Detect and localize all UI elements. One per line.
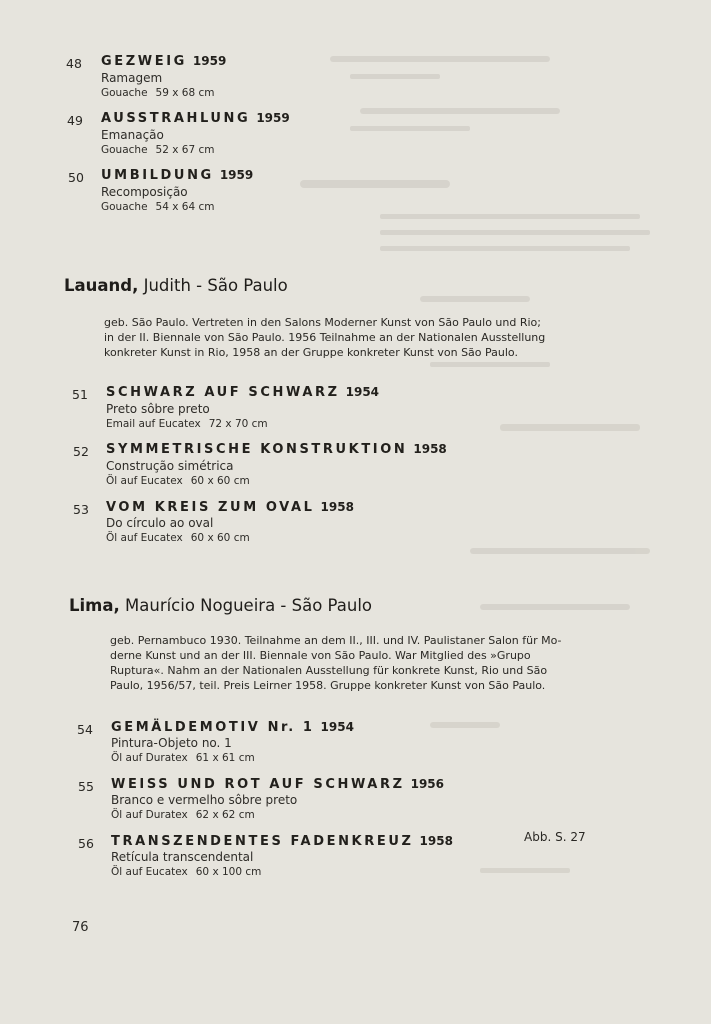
artist-name-location: Judith - São Paulo <box>138 276 288 295</box>
entry-medium <box>101 144 215 156</box>
entry-title <box>101 168 253 183</box>
entry-medium-text: Öl auf Duratex <box>111 809 188 821</box>
entry-year: 1958 <box>419 834 453 848</box>
entry-subtitle: Retícula transcendental <box>111 850 254 864</box>
artist-surname: Lima, <box>69 596 120 615</box>
artist-surname: Lauand, <box>64 276 139 295</box>
entry-title <box>106 500 354 515</box>
entry-number: 48 <box>66 56 82 71</box>
entry-dimensions: 62 x 62 cm <box>195 809 255 821</box>
entry-subtitle: Recomposição <box>101 185 188 199</box>
entry-title <box>101 111 290 126</box>
illustration-reference: Abb. S. 27 <box>524 830 586 844</box>
entry-number: 53 <box>73 502 89 517</box>
entry-title <box>111 720 354 735</box>
entry-medium <box>111 809 255 821</box>
entry-medium <box>111 866 261 878</box>
entry-title-text: AUSSTRAHLUNG <box>101 111 251 126</box>
artist-heading <box>69 596 372 615</box>
entry-year: 1954 <box>345 385 380 399</box>
entry-title-text: WEISS UND ROT AUF SCHWARZ <box>111 777 405 792</box>
artist-biography <box>104 315 584 360</box>
entry-medium-text: Email auf Eucatex <box>106 418 201 430</box>
entry-subtitle: Emanação <box>101 128 164 142</box>
bio-line: konkreter Kunst in Rio, 1958 an der Gruppe konkreter Kunst von São Paulo. <box>104 346 518 359</box>
entry-dimensions: 60 x 100 cm <box>195 866 262 878</box>
entry-medium-text: Öl auf Eucatex <box>106 532 183 544</box>
entry-title <box>101 54 226 69</box>
entry-dimensions: 59 x 68 cm <box>155 87 215 99</box>
bio-line: geb. Pernambuco 1930. Teilnahme an dem II., III. und IV. Paulistaner Salon für Mo- <box>110 634 562 647</box>
entry-number: 50 <box>68 170 84 185</box>
entry-medium-text: Gouache <box>101 87 148 99</box>
entry-medium-text: Gouache <box>101 144 148 156</box>
entry-dimensions: 60 x 60 cm <box>190 532 250 544</box>
entry-year: 1956 <box>410 777 444 791</box>
entry-title-text: SCHWARZ AUF SCHWARZ <box>106 385 340 400</box>
bio-line: in der II. Biennale von São Paulo. 1956 Teilnahme an der Nationalen Ausstellung <box>104 331 546 344</box>
entry-title-text: GEZWEIG <box>101 54 187 69</box>
entry-title <box>106 442 447 457</box>
bio-line: Paulo, 1956/57, teil. Preis Leirner 1958. Gruppe konkreter Kunst von São Paulo. <box>110 679 546 692</box>
entry-medium <box>106 532 250 544</box>
entry-title <box>111 834 453 849</box>
entry-medium <box>106 475 250 487</box>
entry-dimensions: 54 x 64 cm <box>155 201 215 213</box>
entry-dimensions: 61 x 61 cm <box>195 752 255 764</box>
entry-medium <box>101 201 215 213</box>
entry-number: 52 <box>73 444 89 459</box>
entry-medium <box>101 87 215 99</box>
entry-medium <box>111 752 255 764</box>
entry-year: 1959 <box>192 54 227 68</box>
page-number: 76 <box>72 920 89 935</box>
entry-title <box>106 385 379 400</box>
entry-dimensions: 72 x 70 cm <box>208 418 268 430</box>
entry-dimensions: 52 x 67 cm <box>155 144 215 156</box>
entry-subtitle: Construção simétrica <box>106 459 234 473</box>
entry-title-text: GEMÄLDEMOTIV Nr. 1 <box>111 720 315 735</box>
entry-year: 1958 <box>413 442 447 456</box>
entry-medium-text: Öl auf Eucatex <box>111 866 188 878</box>
entry-number: 55 <box>78 779 94 794</box>
artist-biography <box>110 633 590 693</box>
entry-medium-text: Öl auf Duratex <box>111 752 188 764</box>
entry-title-text: UMBILDUNG <box>101 168 214 183</box>
bio-line: geb. São Paulo. Vertreten in den Salons Moderner Kunst von São Paulo und Rio; <box>104 316 541 329</box>
entry-number: 49 <box>67 113 83 128</box>
entry-title <box>111 777 444 792</box>
entry-title-text: SYMMETRISCHE KONSTRUKTION <box>106 442 408 457</box>
entry-year: 1954 <box>320 720 354 734</box>
entry-medium-text: Öl auf Eucatex <box>106 475 183 487</box>
entry-subtitle: Preto sôbre preto <box>106 402 210 416</box>
entry-medium <box>106 418 268 430</box>
entry-year: 1959 <box>256 111 290 125</box>
entry-dimensions: 60 x 60 cm <box>190 475 250 487</box>
entry-year: 1959 <box>219 168 254 182</box>
bio-line: derne Kunst und an der III. Biennale von São Paulo. War Mitglied des »Grupo <box>110 649 531 662</box>
artist-name-location: Maurício Nogueira - São Paulo <box>119 596 373 615</box>
entry-number: 54 <box>77 722 93 737</box>
entry-medium-text: Gouache <box>101 201 148 213</box>
entry-subtitle: Pintura-Objeto no. 1 <box>111 736 232 750</box>
entry-year: 1958 <box>320 500 354 514</box>
artist-heading <box>64 276 288 295</box>
entry-number: 56 <box>78 836 94 851</box>
entry-subtitle: Do círculo ao oval <box>106 516 214 530</box>
entry-subtitle: Ramagem <box>101 71 163 85</box>
entry-title-text: TRANSZENDENTES FADENKREUZ <box>111 834 414 849</box>
entry-subtitle: Branco e vermelho sôbre preto <box>111 793 298 807</box>
entry-number: 51 <box>72 387 88 402</box>
entry-title-text: VOM KREIS ZUM OVAL <box>106 500 315 515</box>
bio-line: Ruptura«. Nahm an der Nationalen Ausstellung für konkrete Kunst, Rio und São <box>110 664 548 677</box>
